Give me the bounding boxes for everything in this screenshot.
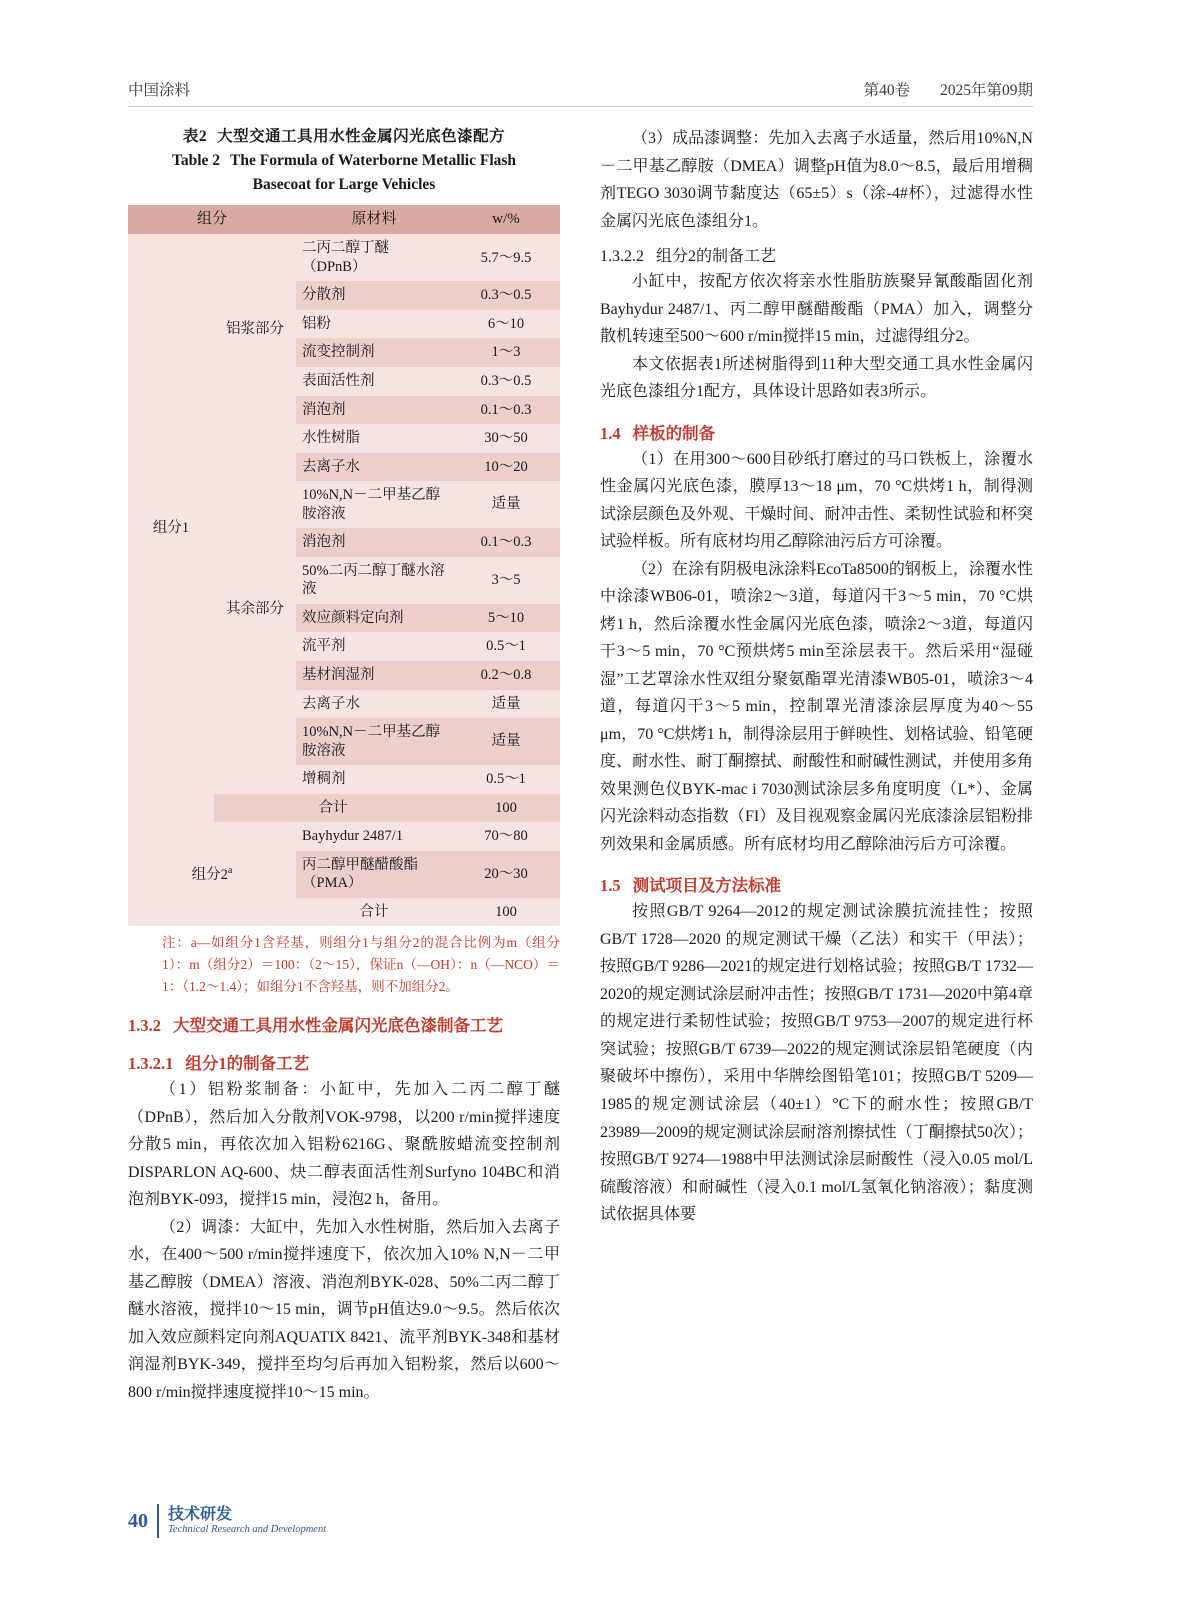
cell-component-2: 组分2$^a$: [128, 822, 296, 926]
issue-info: [838, 78, 1033, 100]
section-heading-1-3-2-2: [600, 243, 1033, 266]
journal-name: 中国涂料: [128, 82, 191, 99]
cell-material: 表面活性剂: [296, 367, 452, 396]
cell-material: 消泡剂: [296, 396, 452, 425]
th-weight: w/%: [452, 205, 560, 234]
paragraph-panel-prep-2: （2）在涂有阴极电泳涂料EcoTa8500的钢板上，涂覆水性中涂漆WB06-01，喷涂2～3道，每道闪干3～5 min，70 °C烘烤1 h，然后涂覆水性金属闪光底色漆，喷涂2～3道，每道闪干3～5 min，70 °C预烘烤5 min至涂层表干。然后采用“湿碰湿”工艺罩涂水性双组分聚氨酯罩光清漆WB05-01，喷涂3～4道，每道闪干3～5 min，控制罩光清漆涂层厚度为40～55 μm，70 °C烘烤1 h，制得涂层用于鲜映性、划格试验、铅笔硬度、耐水性、耐丁酮擦拭、耐酸性和耐碱性测试，并使用多角效果测色仪BYK-mac i 7030测试涂层多角度明度（L*）、金属闪光涂料动态指数（FI）及目视观察金属闪光底漆涂层铝粉排列效果和金属质感。所有底材均用乙醇除油污后方可涂覆。: [600, 560, 1033, 853]
cell-value: 0.1～0.3: [452, 396, 560, 425]
cell-component-1: 组分1: [128, 234, 214, 822]
cell-value: 30～50: [452, 424, 560, 453]
table-row: [128, 822, 560, 851]
cell-value: 适量: [452, 690, 560, 719]
cell-value: 适量: [452, 481, 560, 528]
cell-value: 5～10: [452, 604, 560, 633]
th-material: 原材料: [296, 205, 452, 234]
table-title-en-1: The Formula of Waterborne Metallic Flash: [230, 152, 517, 170]
table-caption-en-line2: Basecoat for Large Vehicles: [252, 176, 436, 194]
paragraph-component2-process: 小缸中，按配方依次将亲水性脂肪族聚异氰酸酯固化剂Bayhydur 2487/1、丙二醇甲醚醋酸酯（PMA）加入，调整分散机转速至500～600 r/min搅拌15 min，过滤得组分2。: [600, 273, 1033, 346]
cell-value: 0.2～0.8: [452, 661, 560, 690]
footer-label-en: Technical Research and Development: [168, 1524, 327, 1536]
cell-material: 去离子水: [296, 690, 452, 719]
page-number: 40: [128, 1509, 148, 1532]
footer-divider: [157, 1504, 159, 1538]
cell-value: 0.3～0.5: [452, 281, 560, 310]
paragraph-paint-mixing: （2）调漆：大缸中，先加入水性树脂，然后加入去离子水，在400～500 r/min搅拌速度下，依次加入10% N,N－二甲基乙醇胺（DMEA）溶液、消泡剂BYK-028、50%二丙二醇丁醚水溶液，搅拌10～15 min，调节pH值达9.0～9.5。然后依次加入效应颜料定向剂AQUATIX 8421、流平剂BYK-348和基材润湿剂BYK-349，搅拌至均匀后再加入铝粉浆，然后以600～800 r/min搅拌速度搅拌10～15 min。: [128, 1218, 560, 1401]
section-number: 1.3.2: [128, 1016, 161, 1036]
section-title: 组分2的制备工艺: [656, 248, 777, 266]
cell-material: 消泡剂: [296, 528, 452, 557]
cell-material: 丙二醇甲醚醋酸酯（PMA）: [296, 851, 452, 898]
formula-table: [128, 205, 560, 926]
paragraph-aluminum-paste: （1）铝粉浆制备：小缸中，先加入二丙二醇丁醚（DPnB），然后加入分散剂VOK-9798，以200 r/min搅拌速度分散5 min，再依次加入铝粉6216G、聚酰胺蜡流变控制剂DISPARLON AQ-600、炔二醇表面活性剂Surfyno 104BC和消泡剂BYK-093，搅拌15 min，浸泡2 h，备用。: [128, 1081, 560, 1209]
section-number: 1.3.2.2: [600, 248, 644, 266]
cell-material: 增稠剂: [296, 765, 452, 794]
cell-value: 0.5～1: [452, 632, 560, 661]
page-footer: [128, 1504, 326, 1538]
cell-subgroup-aluminum: 铝浆部分: [214, 234, 296, 424]
cell-value: 1～3: [452, 338, 560, 367]
cell-material: Bayhydur 2487/1: [296, 822, 452, 851]
table-header-row: [128, 205, 560, 234]
section-number: 1.5: [600, 876, 621, 896]
cell-value: 6～10: [452, 310, 560, 339]
left-column: [128, 125, 560, 1406]
paragraph-panel-prep-1: （1）在用300～600目砂纸打磨过的马口铁板上，涂覆水性金属闪光底色漆，膜厚13～18 μm，70 °C烘烤1 h，制得测试涂层颜色及外观、干燥时间、耐冲击性、柔韧性试验和杯突试验样板。所有底材均用乙醇除油污后方可涂覆。: [600, 450, 1033, 551]
right-column: [600, 125, 1033, 1229]
table-note: 注：a—如组分1含羟基，则组分1与组分2的混合比例为m（组分1）：m（组分2）＝100：（2～15），保证n（—OH）：n（—NCO）＝1：（1.2～1.4）；如组分1不含羟基，则不加组分2。: [162, 935, 560, 995]
paragraph-finish-adjust: （3）成品漆调整：先加入去离子水适量，然后用10%N,N－二甲基乙醇胺（DMEA）调整pH值为8.0～8.5，最后用增稠剂TEGO 3030调节黏度达（65±5）s（涂-4#杯），过滤得水性金属闪光底色漆组分1。: [600, 130, 1033, 230]
cell-material: 10%N,N－二甲基乙醇胺溶液: [296, 718, 452, 765]
section-heading-1-5: [600, 872, 1033, 896]
table-caption-cn: [128, 125, 560, 149]
cell-material: 二丙二醇丁醚（DPnB）: [296, 234, 452, 281]
section-title: 大型交通工具用水性金属闪光底色漆制备工艺: [173, 1016, 503, 1036]
cell-material: 50%二丙二醇丁醚水溶液: [296, 557, 452, 604]
cell-total-value: 100: [452, 794, 560, 823]
section-heading-1-4: [600, 420, 1033, 444]
cell-total-label: 合计: [214, 794, 452, 823]
cell-total-value: 100: [452, 898, 560, 927]
cell-value: 10～20: [452, 453, 560, 482]
cell-value: 适量: [452, 718, 560, 765]
section-number: 1.3.2.1: [128, 1054, 174, 1074]
issue-label: 2025年第09期: [939, 82, 1033, 99]
table-number-cn: 表2: [182, 128, 208, 145]
cell-value: 5.7～9.5: [452, 234, 560, 281]
table-caption: [128, 125, 560, 197]
table-row: [128, 234, 560, 281]
cell-material: 基材润湿剂: [296, 661, 452, 690]
paragraph-eleven-formulas: 本文依据表1所述树脂得到11种大型交通工具水性金属闪光底色漆组分1配方，具体设计思路如表3所示。: [600, 355, 1033, 401]
cell-material: 流平剂: [296, 632, 452, 661]
cell-material: 铝粉: [296, 310, 452, 339]
cell-material: 分散剂: [296, 281, 452, 310]
section-title: 组分1的制备工艺: [185, 1054, 310, 1074]
header-divider: [128, 106, 1033, 107]
page-header: [128, 78, 1033, 100]
cell-value: 70～80: [452, 822, 560, 851]
section-heading-1-3-2: [128, 1012, 560, 1036]
cell-value: 3～5: [452, 557, 560, 604]
section-title: 测试项目及方法标准: [632, 876, 782, 896]
cell-material: 效应颜料定向剂: [296, 604, 452, 633]
table-number-en: Table 2: [171, 152, 221, 170]
cell-material: 流变控制剂: [296, 338, 452, 367]
cell-value: 0.5～1: [452, 765, 560, 794]
cell-value: 0.1～0.3: [452, 528, 560, 557]
cell-subgroup-rest: 其余部分: [214, 424, 296, 794]
table-title-cn: 大型交通工具用水性金属闪光底色漆配方: [217, 128, 506, 145]
section-number: 1.4: [600, 423, 621, 443]
cell-material: 水性树脂: [296, 424, 452, 453]
cell-total-label: 合计: [296, 898, 452, 927]
cell-value: 0.3～0.5: [452, 367, 560, 396]
section-heading-1-3-2-1: [128, 1050, 560, 1074]
paragraph-test-standards: 按照GB/T 9264—2012的规定测试涂膜抗流挂性；按照 GB/T 1728—2020 的规定测试干燥（乙法）和实干（甲法）；按照GB/T 9286—2021的规定进行划格试验；按照GB/T 1732—2020的规定测试涂层耐冲击性；按照GB/T 1731—2020中第4章的规定进行柔韧性试验；按照GB/T 9753—2007的规定进行杯突试验；按照GB/T 6739—2022的规定测试涂层铅笔硬度（内聚破坏中擦伤），采用中华牌绘图铅笔101；按照GB/T 5209—1985的规定测试涂层（40±1）°C下的耐水性；按照GB/T 23989—2009的规定测试涂层耐溶剂擦拭性（丁酮擦拭50次）；按照GB/T 9274—1988中甲法测试涂层耐酸性（浸入0.05 mol/L硫酸溶液）和耐碱性（浸入0.1 mol/L氢氧化钠溶液）；黏度测试依据具体要: [600, 903, 1033, 1224]
cell-material: 10%N,N－二甲基乙醇胺溶液: [296, 481, 452, 528]
cell-material: 去离子水: [296, 453, 452, 482]
section-title: 样板的制备: [632, 423, 716, 443]
volume-label: 第40卷: [863, 82, 911, 99]
table-caption-en-line1: [128, 149, 560, 173]
footer-label-cn: 技术研发: [168, 1505, 233, 1523]
cell-value: 20～30: [452, 851, 560, 898]
th-component: 组分: [128, 205, 296, 234]
